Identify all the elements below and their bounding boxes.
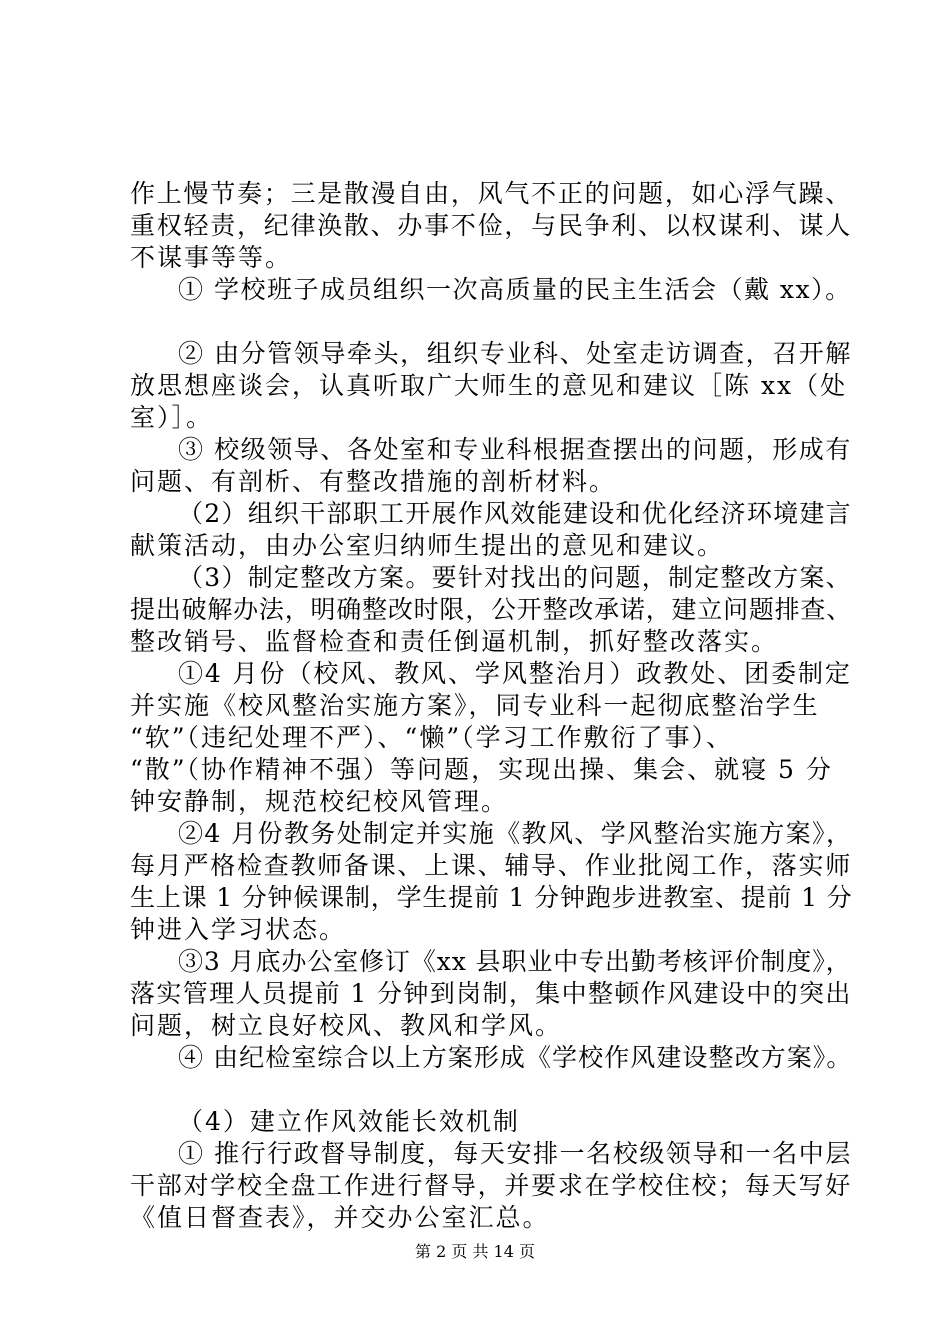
text-line: ② 由分管领导牵头，组织专业科、处室走访调查，召开解 <box>178 339 852 368</box>
text-line: 提出破解办法，明确整改时限，公开整改承诺，建立问题排查、 <box>130 595 853 624</box>
text-line: 重权轻责，纪律涣散、办事不俭，与民争利、以权谋利、谋人 <box>130 211 853 240</box>
text-line: 《值日督查表》，并交办公室汇总。 <box>130 1203 550 1232</box>
text-line: 钟安静制，规范校纪校风管理。 <box>130 787 509 816</box>
text-line: ③ 校级领导、各处室和专业科根据查摆出的问题，形成有 <box>178 435 852 464</box>
text-line: 干部对学校全盘工作进行督导，并要求在学校住校；每天写好 <box>130 1171 853 1200</box>
text-line: 不谋事等等。 <box>130 243 293 272</box>
text-line: 钟进入学习状态。 <box>130 915 347 944</box>
text-line: ③3 月底办公室修订《xx 县职业中专出勤考核评价制度》， <box>178 947 852 976</box>
text-line: ②4 月份教务处制定并实施《教风、学风整治实施方案》， <box>178 819 853 848</box>
text-line: 落实管理人员提前 1 分钟到岗制，集中整顿作风建设中的突出 <box>130 979 852 1008</box>
text-line: 献策活动，由办公室归纳师生提出的意见和建议。 <box>130 531 725 560</box>
text-line: 每月严格检查教师备课、上课、辅导、作业批阅工作，落实师 <box>130 851 853 880</box>
text-line: 生上课 1 分钟候课制，学生提前 1 分钟跑步进教室、提前 1 分 <box>130 883 853 912</box>
text-line: 问题、有剖析、有整改措施的剖析材料。 <box>130 467 617 496</box>
text-line: 并实施《校风整治实施方案》，同专业科一起彻底整治学生 <box>130 691 820 720</box>
text-line: ④ 由纪检室综合以上方案形成《学校作风建设整改方案》。 <box>178 1043 853 1072</box>
text-line: （3）制定整改方案。要针对找出的问题，制定整改方案、 <box>178 563 852 592</box>
text-line: 室）］。 <box>130 403 214 432</box>
text-line: 问题，树立良好校风、教风和学风。 <box>130 1011 563 1040</box>
page-footer: 第 2 页 共 14 页 <box>415 1242 535 1261</box>
text-line: 作上慢节奏；三是散漫自由，风气不正的问题，如心浮气躁、 <box>130 179 853 208</box>
text-line: ① 推行行政督导制度，每天安排一名校级领导和一名中层 <box>178 1139 852 1168</box>
text-line: ①4 月份（校风、教风、学风整治月）政教处、团委制定 <box>178 659 852 688</box>
text-line: 放思想座谈会，认真听取广大师生的意见和建议［陈 xx（处 <box>130 371 848 400</box>
section-heading: （4）建立作风效能长效机制 <box>178 1107 520 1136</box>
text-line: “散”（协作精神不强）等问题，实现出操、集会、就寝 5 分 <box>130 755 833 784</box>
text-line: （2）组织干部职工开展作风效能建设和优化经济环境建言 <box>178 499 852 528</box>
text-line: 整改销号、监督检查和责任倒逼机制，抓好整改落实。 <box>130 627 779 656</box>
text-line: “软”（违纪处理不严）、“懒”（学习工作敷衍了事）、 <box>130 723 734 752</box>
text-line: ① 学校班子成员组织一次高质量的民主生活会（戴 xx）。 <box>178 275 852 304</box>
